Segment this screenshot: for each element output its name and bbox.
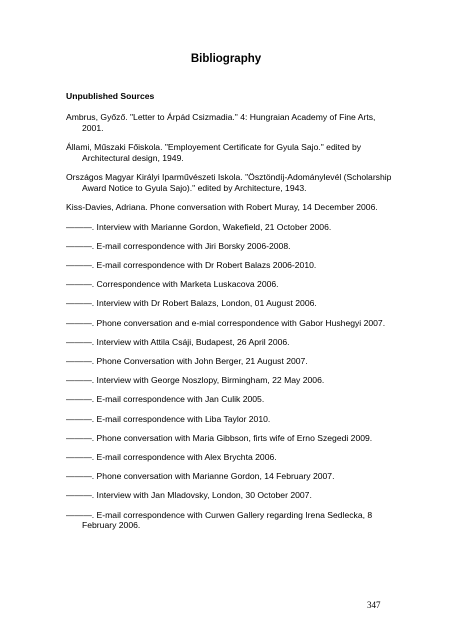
bibliography-entry: Ambrus, Győző. "Letter to Árpád Csizmadia." 4: Hungraian Academy of Fine Arts, 2001. <box>66 112 376 133</box>
bibliography-entry: ———. Phone conversation and e-mial correspondence with Gabor Hushegyi 2007. <box>66 317 386 328</box>
bibliography-entry: ———. Interview with Marianne Gordon, Wakefield, 21 October 2006. <box>66 221 332 232</box>
bibliography-entry: ———. E-mail correspondence with Jan Culik 2005. <box>66 394 265 405</box>
bibliography-entry: ———. Correspondence with Marketa Luskacova 2006. <box>66 279 279 290</box>
bibliography-entry: ———. E-mail correspondence with Alex Brychta 2006. <box>66 451 277 462</box>
bibliography-entry: ———. Interview with Jan Mladovsky, London, 30 October 2007. <box>66 490 312 501</box>
bibliography-entry: ———. Phone conversation with Maria Gibbson, firts wife of Erno Szegedi 2009. <box>66 432 373 443</box>
bibliography-entry: ———. Interview with Dr Robert Balazs, London, 01 August 2006. <box>66 298 317 309</box>
bibliography-entry: Országos Magyar Királyi Iparművészeti Iskola. "Ösztöndíj-Adománylevél (Scholarship Award Notice to Gyula Sajo)." edited by Architecture, 1943. <box>66 172 392 194</box>
bibliography-list <box>66 112 396 540</box>
bibliography-entry: Kiss-Davies, Adriana. Phone conversation with Robert Muray, 14 December 2006. <box>66 202 378 213</box>
page-number: 347 <box>367 600 381 610</box>
bibliography-entry: ———. Phone Conversation with John Berger, 21 August 2007. <box>66 355 308 366</box>
page-title: Bibliography <box>190 53 262 65</box>
bibliography-entry: Állami, Műszaki Főiskola. "Employement Certificate for Gyula Sajo." edited by Architectural design, 1949. <box>66 142 362 164</box>
bibliography-entry: ———. E-mail correspondence with Dr Robert Balazs 2006-2010. <box>66 259 317 270</box>
bibliography-entry: ———. Interview with Attila Csáji, Budapest, 26 April 2006. <box>66 336 290 347</box>
bibliography-entry: ———. Phone conversation with Marianne Gordon, 14 February 2007. <box>66 471 335 482</box>
bibliography-entry: ———. E-mail correspondence with Jiri Borsky 2006-2008. <box>66 240 291 251</box>
bibliography-entry: ———. E-mail correspondence with Curwen Gallery regarding Irena Sedlecka, 8 February 2006. <box>66 509 373 531</box>
bibliography-entry: ———. Interview with George Noszlopy, Birmingham, 22 May 2006. <box>66 375 325 386</box>
bibliography-entry: ———. E-mail correspondence with Liba Taylor 2010. <box>66 413 271 424</box>
section-heading: Unpublished Sources <box>66 91 155 101</box>
